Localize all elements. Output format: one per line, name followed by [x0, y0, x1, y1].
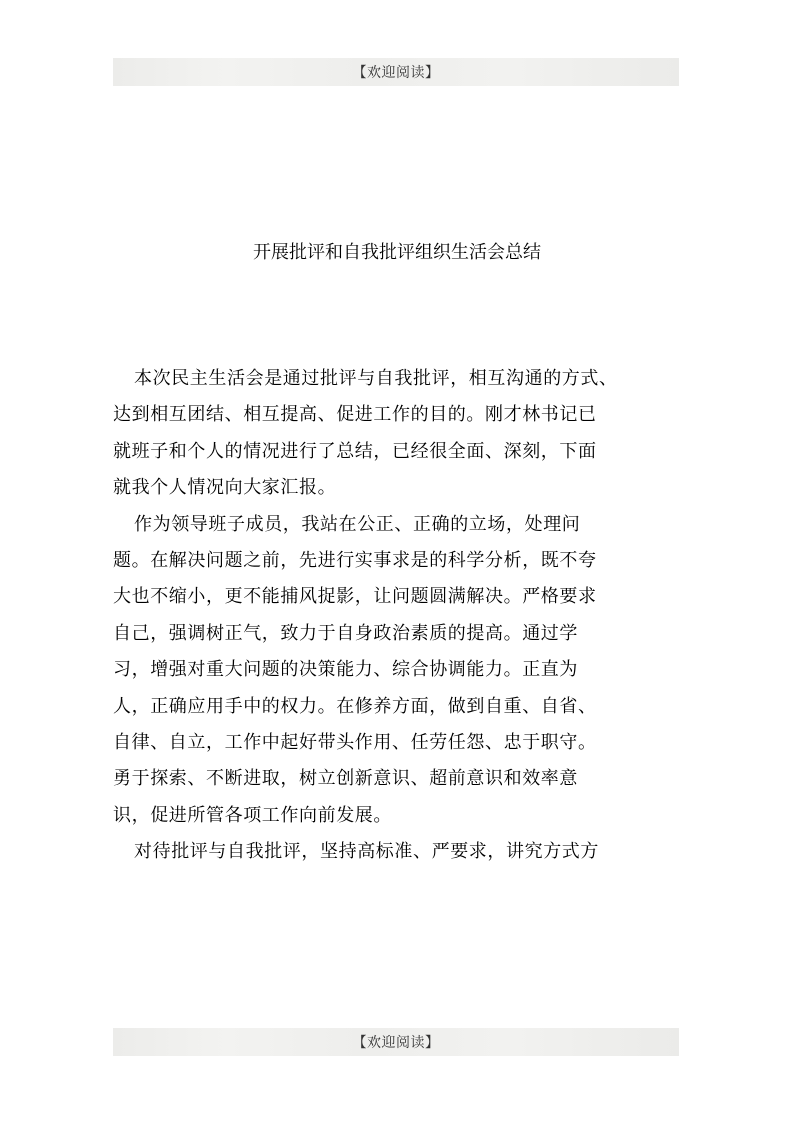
footer-banner-text: 【欢迎阅读】 [352, 1035, 440, 1051]
paragraph-3-line-1: 对待批评与自我批评，坚持高标准、严要求，讲究方式方 [134, 841, 599, 863]
paragraph-2-line-2: 题。在解决问题之前，先进行实事求是的科学分析，既不夸 [113, 549, 597, 571]
paragraph-1-line-3: 就班子和个人的情况进行了总结，已经很全面、深刻，下面 [113, 440, 597, 462]
paragraph-1-line-2: 达到相互团结、相互提高、促进工作的目的。刚才林书记已 [113, 404, 597, 426]
footer-banner [113, 1028, 679, 1056]
paragraph-2-line-3: 大也不缩小，更不能捕风捉影，让问题圆满解决。严格要求 [113, 586, 597, 608]
paragraph-2-line-6: 人，正确应用手中的权力。在修养方面，做到自重、自省、 [113, 695, 597, 717]
paragraph-2-line-1: 作为领导班子成员，我站在公正、正确的立场，处理问 [134, 513, 581, 535]
paragraph-2-line-8: 勇于探索、不断进取，树立创新意识、超前意识和效率意 [113, 768, 578, 790]
document-title: 开展批评和自我批评组织生活会总结 [253, 242, 541, 263]
paragraph-2-line-9: 识，促进所管各项工作向前发展。 [113, 804, 392, 826]
paragraph-1-line-1: 本次民主生活会是通过批评与自我批评，相互沟通的方式、 [134, 368, 618, 389]
document-body [113, 361, 673, 870]
paragraph-1-line-4: 就我个人情况向大家汇报。 [113, 477, 337, 499]
paragraph-2-line-7: 自律、自立，工作中起好带头作用、任劳任怨、忠于职守。 [113, 731, 597, 753]
paragraph-2-line-5: 习，增强对重大问题的决策能力、综合协调能力。正直为 [113, 659, 578, 681]
header-banner-text: 【欢迎阅读】 [352, 65, 440, 81]
header-banner [113, 58, 679, 86]
paragraph-2-line-4: 自己，强调树正气，致力于自身政治素质的提高。通过学 [113, 622, 578, 644]
